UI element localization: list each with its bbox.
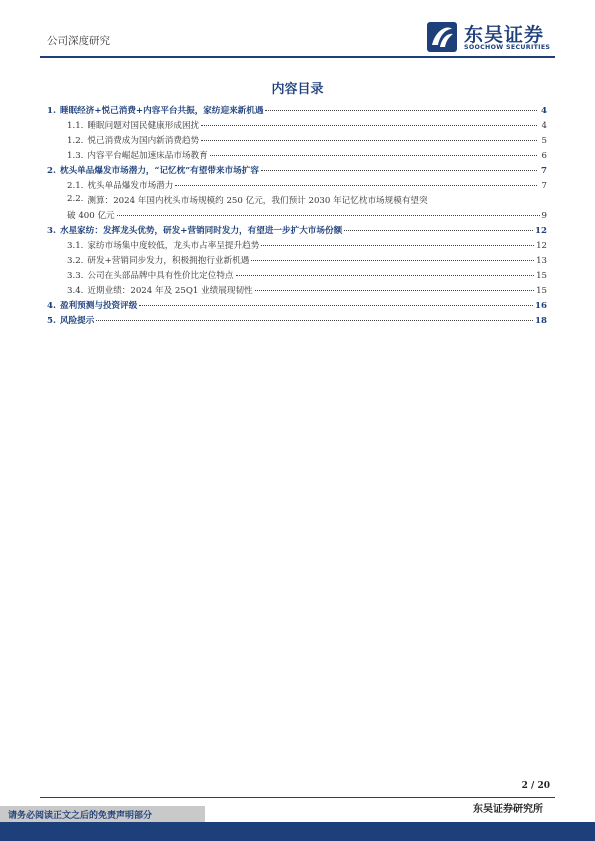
toc-entry-number: 3.4.	[67, 286, 84, 296]
toc-entry-number: 1.3.	[67, 151, 84, 161]
toc-entry[interactable]	[47, 224, 547, 239]
toc-leader-dots	[201, 140, 537, 141]
toc-entry-page: 7	[541, 166, 547, 176]
toc-leader-dots	[261, 170, 537, 171]
toc-entry-number: 3.2.	[67, 256, 84, 266]
toc-leader-dots	[201, 125, 537, 126]
toc-leader-dots	[236, 275, 535, 276]
toc-entry-number: 3.1.	[67, 241, 84, 251]
toc-entry[interactable]	[47, 239, 547, 254]
toc-entry[interactable]	[47, 254, 547, 269]
footer-disclaimer: 请务必阅读正文之后的免责声明部分	[8, 811, 153, 821]
logo-english-name: SOOCHOW SECURITIES	[464, 44, 551, 51]
toc-entry-page: 18	[535, 316, 547, 326]
toc-leader-dots	[175, 185, 537, 186]
toc-entry-page: 15	[536, 286, 547, 296]
toc-entry-page: 16	[535, 301, 547, 311]
toc-entry-page: 12	[535, 226, 547, 236]
toc-entry-text-continued: 破 400 亿元	[67, 211, 115, 221]
toc-entry[interactable]	[47, 134, 547, 149]
toc-entry[interactable]	[47, 314, 547, 329]
soochow-logo-icon	[426, 21, 458, 53]
toc-entry[interactable]	[47, 164, 547, 179]
toc-entry-page: 12	[536, 241, 547, 251]
footer-bar	[0, 822, 595, 841]
toc-leader-dots	[96, 320, 533, 321]
toc-entry-text: 家纺市场集中度较低，龙头市占率呈提升趋势	[87, 241, 260, 251]
toc-entry[interactable]	[47, 194, 547, 224]
toc-entry[interactable]	[47, 299, 547, 314]
header-divider	[40, 56, 555, 58]
toc-entry-text: 内容平台崛起加速床品市场教育	[87, 151, 208, 161]
report-type-label: 公司深度研究	[47, 35, 110, 47]
toc-entry[interactable]	[47, 104, 547, 119]
toc-entry-number: 5.	[47, 316, 56, 326]
toc-entry[interactable]	[47, 119, 547, 134]
toc-entry-text: 研发+营销同步发力，积极拥抱行业新机遇	[87, 256, 250, 266]
page-number: 2 / 20	[521, 781, 550, 791]
toc-entry-text: 枕头单品爆发市场潜力，“记忆枕”有望带来市场扩容	[59, 166, 259, 176]
toc-entry-page: 15	[536, 271, 547, 281]
toc-entry-text: 枕头单品爆发市场潜力	[87, 181, 174, 191]
toc-entry-number: 4.	[47, 301, 56, 311]
toc-entry-page: 9	[541, 211, 547, 221]
toc-entry-page: 4	[541, 106, 547, 116]
toc-entry-text: 公司在头部品牌中具有性价比定位特点	[87, 271, 234, 281]
toc-leader-dots	[344, 230, 533, 231]
toc-entry-number: 2.1.	[67, 181, 84, 191]
toc-entry[interactable]	[47, 149, 547, 164]
soochow-logo	[426, 20, 556, 54]
toc-entry-text: 测算：2024 年国内枕头市场规模约 250 亿元，我们预计 2030 年记忆枕市场规模有望突	[87, 196, 428, 206]
toc-entry[interactable]	[47, 179, 547, 194]
toc-entry-page: 6	[541, 151, 547, 161]
toc-entry-number: 1.2.	[67, 136, 84, 146]
toc-entry-number: 3.3.	[67, 271, 84, 281]
toc-entry-number: 2.	[47, 166, 56, 176]
toc-entry-text: 盈利预测与投资评级	[59, 301, 138, 311]
toc-leader-dots	[251, 260, 534, 261]
logo-chinese-name: 东吴证券	[464, 24, 545, 46]
toc-title: 内容目录	[271, 82, 324, 97]
toc-leader-dots	[255, 290, 534, 291]
toc-entry-number: 1.1.	[67, 121, 84, 131]
toc-entry[interactable]	[47, 284, 547, 299]
toc-entry-text: 水星家纺：发挥龙头优势，研发+营销同时发力，有望进一步扩大市场份额	[59, 226, 343, 236]
toc-leader-dots	[210, 155, 537, 156]
toc-entry-page: 13	[536, 256, 547, 266]
toc-leader-dots	[117, 215, 540, 216]
toc-entry-number: 1.	[47, 106, 56, 116]
footer-divider	[40, 797, 555, 798]
toc-leader-dots	[261, 245, 534, 246]
toc-entry-text: 睡眠问题对国民健康形成困扰	[87, 121, 200, 131]
toc-entry-page: 7	[541, 181, 547, 191]
toc-entry-page: 4	[541, 121, 547, 131]
toc-entry-text: 风险提示	[59, 316, 95, 326]
toc-entry-text: 近期业绩：2024 年及 25Q1 业绩展现韧性	[87, 286, 253, 296]
table-of-contents	[47, 104, 547, 329]
toc-entry-page: 5	[541, 136, 547, 146]
toc-entry-number: 2.2.	[67, 194, 84, 204]
footer-organization: 东吴证券研究所	[473, 804, 543, 815]
toc-entry-text: 睡眠经济+悦己消费+内容平台共振，家纺迎来新机遇	[59, 106, 264, 116]
toc-entry[interactable]	[47, 269, 547, 284]
toc-leader-dots	[139, 305, 533, 306]
toc-entry-text: 悦己消费成为国内新消费趋势	[87, 136, 200, 146]
toc-leader-dots	[265, 110, 537, 111]
toc-entry-number: 3.	[47, 226, 56, 236]
